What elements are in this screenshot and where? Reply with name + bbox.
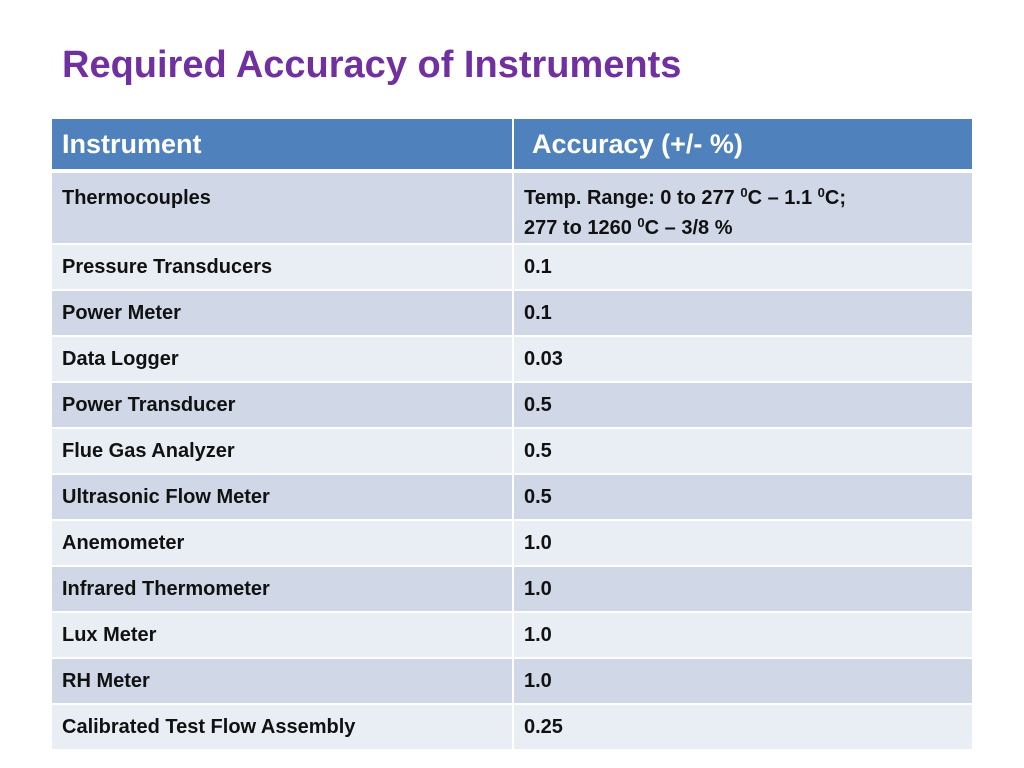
table-row: [52, 566, 972, 612]
accuracy-cell: 0.1: [512, 291, 972, 335]
accuracy-text: C;: [824, 187, 846, 209]
table-row: [52, 382, 972, 428]
instrument-cell: Calibrated Test Flow Assembly: [62, 715, 356, 738]
instrument-cell: Data Logger: [62, 347, 179, 370]
accuracy-text: Temp. Range: 0 to 277: [524, 187, 741, 209]
degree-superscript: 0: [637, 215, 645, 230]
table-header-row: [52, 119, 972, 172]
accuracy-cell: 0.5: [512, 429, 972, 473]
instrument-cell: Anemometer: [62, 531, 185, 554]
accuracy-text: C – 1.1: [747, 187, 818, 209]
instrument-cell: Lux Meter: [62, 623, 157, 646]
table-row: [52, 172, 972, 244]
table-row: [52, 520, 972, 566]
accuracy-cell: 1.0: [512, 659, 972, 703]
instrument-cell: Pressure Transducers: [62, 255, 273, 278]
accuracy-cell: 0.1: [512, 245, 972, 289]
table-row: [52, 244, 972, 290]
header-instrument: Instrument: [62, 128, 202, 159]
degree-superscript: 0: [817, 185, 825, 200]
instrument-cell: Ultrasonic Flow Meter: [62, 485, 270, 508]
instrument-name: Thermocouples: [62, 187, 211, 209]
accuracy-table: [52, 119, 972, 750]
accuracy-cell: 1.0: [512, 521, 972, 565]
table-row: [52, 658, 972, 704]
instrument-cell: [52, 173, 512, 243]
instrument-cell: Power Transducer: [62, 393, 236, 416]
accuracy-cell: 0.25: [512, 705, 972, 749]
instrument-cell: Infrared Thermometer: [62, 577, 270, 600]
instrument-cell: Flue Gas Analyzer: [62, 439, 235, 462]
accuracy-line-1: [524, 183, 962, 213]
accuracy-line-2: [524, 213, 962, 243]
instrument-cell: Power Meter: [62, 301, 181, 324]
accuracy-text: 277 to 1260: [524, 217, 638, 239]
accuracy-text: C – 3/8 %: [644, 217, 733, 239]
table-body: [52, 244, 972, 750]
accuracy-cell: 0.5: [512, 475, 972, 519]
table-row: [52, 704, 972, 750]
slide-title: Required Accuracy of Instruments: [62, 44, 682, 86]
accuracy-cell: 1.0: [512, 613, 972, 657]
accuracy-cell: [512, 173, 972, 243]
header-accuracy: Accuracy (+/- %): [512, 119, 972, 169]
instrument-cell: RH Meter: [62, 669, 150, 692]
accuracy-cell: 0.03: [512, 337, 972, 381]
accuracy-cell: 1.0: [512, 567, 972, 611]
table-row: [52, 612, 972, 658]
accuracy-cell: 0.5: [512, 383, 972, 427]
table-row: [52, 290, 972, 336]
degree-superscript: 0: [740, 185, 748, 200]
table-row: [52, 428, 972, 474]
table-row: [52, 336, 972, 382]
table-row: [52, 474, 972, 520]
